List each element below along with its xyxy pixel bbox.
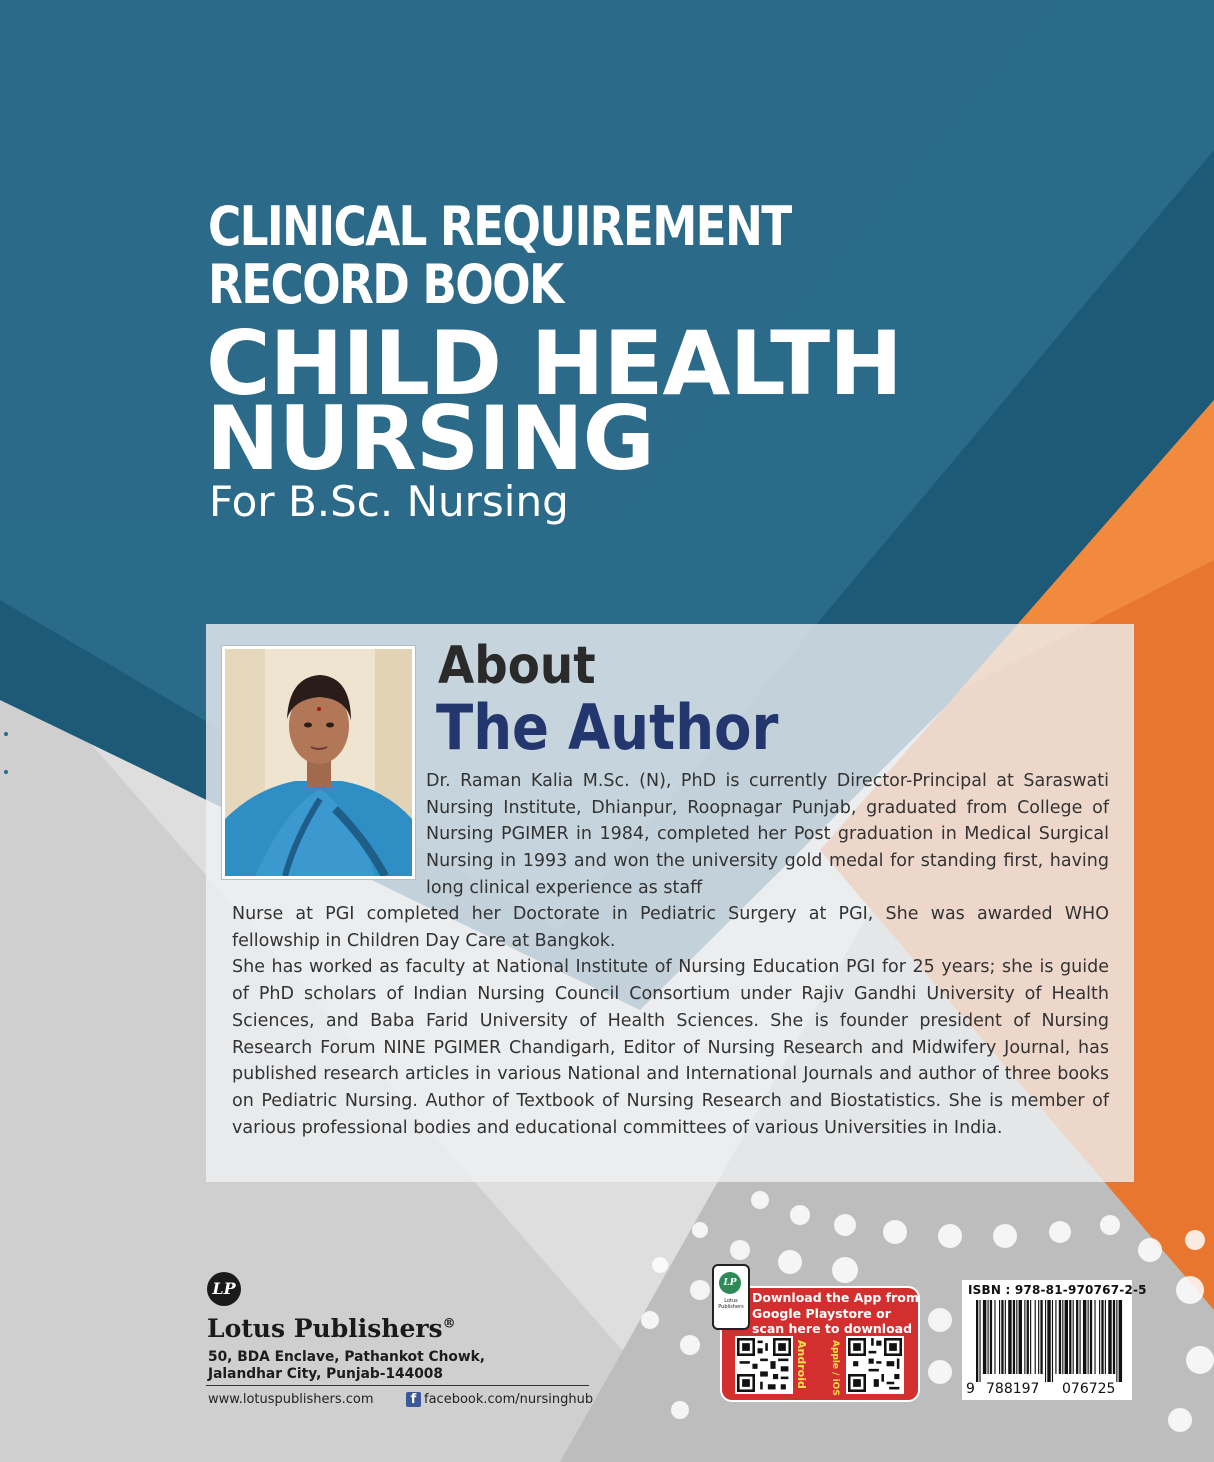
barcode-bar	[1088, 1300, 1089, 1374]
barcode-bar	[1094, 1300, 1095, 1374]
barcode-bar	[1076, 1300, 1078, 1374]
barcode-bar	[994, 1300, 995, 1374]
ios-qr-code-icon[interactable]	[846, 1336, 904, 1394]
author-bio-part-1: Dr. Raman Kalia M.Sc. (N), PhD is currently Director-Principal at Saraswati Nursing Institute, Dhianpur, Roopnagar Punjab, graduated from College of Nursing PGIMER in 1984, completed her Post graduation in Medical Surgical Nursing in 1993 and won the university gold medal for standing first, having long clinical experience as staff	[426, 771, 1109, 898]
barcode-bar	[1065, 1300, 1068, 1374]
barcode-bar	[1113, 1300, 1115, 1374]
author-photo	[222, 646, 415, 879]
barcode-bar	[1005, 1300, 1006, 1374]
publisher-divider	[206, 1385, 589, 1386]
barcode-bar	[1059, 1300, 1061, 1374]
facebook-icon: f	[406, 1392, 421, 1407]
subtitle: For B.Sc. Nursing	[209, 477, 569, 526]
barcode-digit-first: 9	[966, 1381, 975, 1397]
barcode-bar	[1062, 1300, 1063, 1374]
barcode-bar	[1030, 1300, 1031, 1374]
the-author-heading: The Author	[436, 691, 779, 764]
barcode-bar	[1083, 1300, 1086, 1374]
barcode-bar	[1080, 1300, 1081, 1374]
publisher-address-line-1: 50, BDA Enclave, Pathankot Chowk,	[208, 1349, 485, 1365]
publisher-name-text: Lotus Publishers	[207, 1314, 443, 1343]
barcode-bar	[983, 1300, 986, 1374]
barcode-digits-right: 076725	[1062, 1381, 1116, 1397]
about-heading: About	[438, 636, 596, 696]
barcode-bar	[1016, 1300, 1017, 1374]
barcode-bar	[1116, 1300, 1117, 1382]
phone-screen-text: Lotus Publishers	[718, 1298, 744, 1310]
publisher-website-link[interactable]: www.lotuspublishers.com	[208, 1392, 374, 1407]
isbn-label: ISBN : 978-81-970767-2-5	[968, 1283, 1147, 1297]
barcode-bar	[999, 1300, 1000, 1374]
barcode-bar	[1001, 1300, 1003, 1374]
barcode-bar	[1038, 1300, 1039, 1374]
author-portrait-icon	[225, 649, 412, 876]
barcode-bar	[1035, 1300, 1036, 1374]
barcode-bar	[1019, 1300, 1022, 1374]
publisher-address-line-2: Jalandhar City, Punjab-144008	[208, 1366, 443, 1382]
phone-icon	[712, 1264, 750, 1330]
app-download-text: Download the App from Google Playstore or scan here to download	[752, 1290, 919, 1336]
barcode-bar	[1047, 1300, 1050, 1382]
title-line-4: NURSING	[206, 387, 654, 490]
barcode-bar	[1073, 1300, 1074, 1374]
isbn-barcode-icon	[970, 1300, 1128, 1382]
barcode-bar	[1108, 1300, 1111, 1374]
barcode-digits-left: 788197	[986, 1381, 1040, 1397]
title-line-1: CLINICAL REQUIREMENT	[208, 195, 791, 258]
barcode-bar	[1024, 1300, 1025, 1374]
barcode-bar	[1069, 1300, 1071, 1374]
barcode-bar	[1055, 1300, 1056, 1374]
app-logo-icon: LP	[719, 1272, 741, 1294]
barcode-bar	[1119, 1300, 1122, 1382]
barcode-bar	[976, 1300, 978, 1382]
barcode-bar	[1045, 1300, 1046, 1382]
barcode-bar	[1099, 1300, 1100, 1374]
barcode-bar	[1008, 1300, 1011, 1374]
barcode-bar	[1040, 1300, 1042, 1374]
barcode-bar	[1101, 1300, 1103, 1374]
ios-label: Apple / iOS	[830, 1340, 840, 1396]
barcode-bar	[1013, 1300, 1015, 1374]
android-label: Android	[795, 1340, 808, 1389]
android-qr-code-icon[interactable]	[735, 1336, 793, 1394]
barcode-bar	[988, 1300, 989, 1374]
author-bio-paragraph-1: Nurse at PGI completed her Doctorate in Pediatric Surgery at PGI, She was awarded WHO fellowship in Children Day Care at Bangkok.	[232, 904, 1109, 951]
barcode-bar	[979, 1300, 980, 1382]
barcode-bar	[1105, 1300, 1106, 1374]
barcode-bar	[1027, 1300, 1029, 1374]
publisher-name	[207, 1314, 456, 1343]
title-line-3: CHILD HEALTH	[206, 312, 902, 415]
author-bio-part-2	[232, 901, 1109, 1141]
lotus-publishers-logo-icon: LP	[207, 1272, 241, 1306]
barcode-bar	[1090, 1300, 1092, 1374]
registered-mark: ®	[442, 1316, 456, 1332]
title-line-2: RECORD BOOK	[208, 253, 563, 316]
barcode-bar	[990, 1300, 992, 1374]
facebook-link[interactable]: facebook.com/nursinghub	[424, 1392, 594, 1407]
author-bio-paragraph-2: She has worked as faculty at National Institute of Nursing Education PGI for 25 years; she is guide of PhD scholars of Indian Nursing Council Consortium under Rajiv Gandhi University of Health Sciences, and Baba Farid University of Health Sciences. She is founder president of Nursing Research Forum NINE PGIMER Chandigarh, Editor of Nursing Research and Midwifery Journal, has published research articles in various National and International Journals and author of three books on Pediatric Nursing. Author of Textbook of Nursing Research and Biostatistics. She is member of various professional bodies and educational committees of various Universities in India.	[232, 957, 1109, 1138]
barcode-bar	[1052, 1300, 1053, 1382]
